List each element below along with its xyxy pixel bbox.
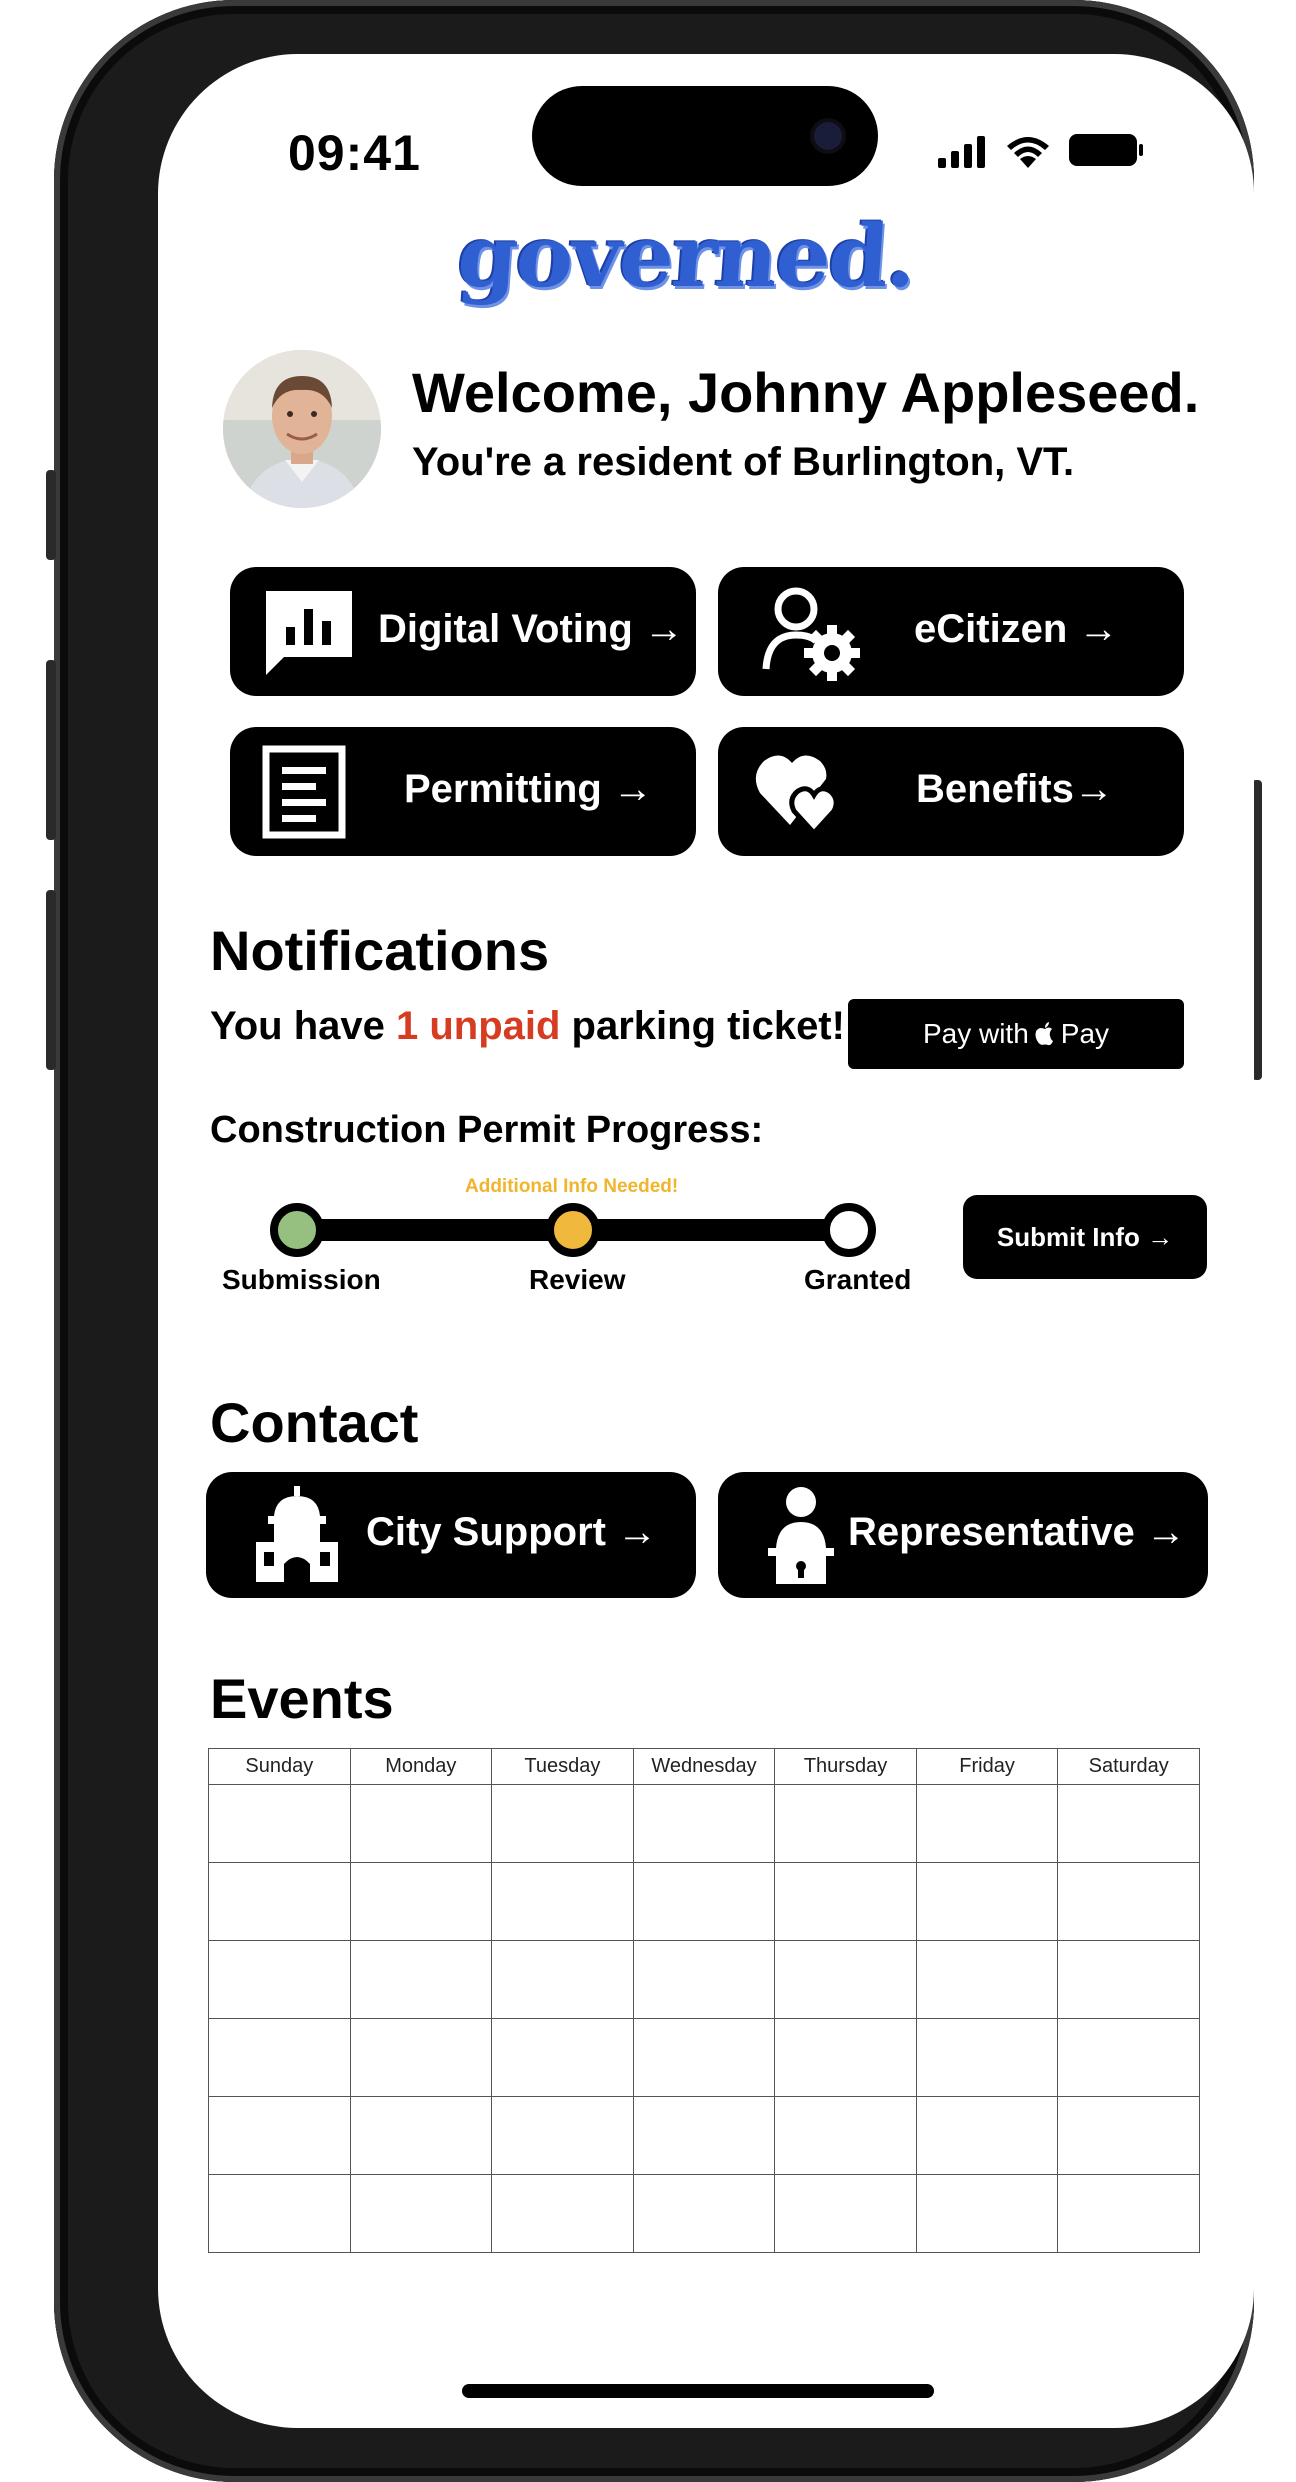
calendar-day-cell[interactable] [1058,2175,1200,2253]
calendar-day-cell[interactable] [350,1863,492,1941]
permitting-button[interactable] [230,727,696,856]
ticket-suffix: parking ticket! [560,1004,845,1048]
calendar-day-cell[interactable] [1058,1941,1200,2019]
calendar-day-cell[interactable] [492,2019,634,2097]
events-heading: Events [210,1667,394,1730]
representative-label: Representative → [848,1510,1186,1554]
step-granted-label: Granted [804,1264,912,1295]
calendar-day-cell[interactable] [916,2175,1058,2253]
day-header: Friday [916,1749,1058,1785]
calendar-day-cell[interactable] [775,1941,917,2019]
calendar-day-cell[interactable] [209,1863,351,1941]
status-icons [938,132,1144,168]
calendar-day-cell[interactable] [350,1941,492,2019]
representative-podium-icon [766,1486,836,1586]
calendar-day-cell[interactable] [633,2019,775,2097]
calendar-day-cell[interactable] [492,2175,634,2253]
day-header: Tuesday [492,1749,634,1785]
dynamic-island [532,86,878,186]
city-support-button[interactable] [206,1472,696,1598]
calendar-week-row [209,1785,1200,1863]
ecitizen-button[interactable] [718,567,1184,696]
digital-voting-label: Digital Voting → [378,607,684,651]
step-submission-label: Submission [222,1264,381,1295]
calendar-day-cell[interactable] [633,2175,775,2253]
calendar-day-cell[interactable] [209,1941,351,2019]
pay-with-label: Pay with [922,1018,1029,1049]
benefits-label: Benefits→ [916,767,1114,811]
day-header: Thursday [775,1749,917,1785]
city-support-label: City Support → [366,1510,658,1554]
contact-heading: Contact [210,1391,419,1454]
calendar-week-row [209,2175,1200,2253]
calendar-day-cell[interactable] [209,2097,351,2175]
day-header: Saturday [1058,1749,1200,1785]
day-header: Monday [350,1749,492,1785]
submit-info-button[interactable]: Submit Info → [963,1195,1207,1279]
calendar-week-row [209,1941,1200,2019]
calendar-day-cell[interactable] [1058,1863,1200,1941]
representative-button[interactable] [718,1472,1208,1598]
phone-frame [54,0,1254,2482]
calendar-day-cell[interactable] [350,2019,492,2097]
digital-voting-button[interactable] [230,567,696,696]
calendar-day-cell[interactable] [775,2097,917,2175]
calendar-day-cell[interactable] [775,1785,917,1863]
calendar-header-row [209,1749,1200,1785]
calendar-day-cell[interactable] [775,1863,917,1941]
calendar-day-cell[interactable] [1058,1785,1200,1863]
calendar-day-cell[interactable] [633,2097,775,2175]
city-hall-icon [252,1486,342,1582]
calendar-week-row [209,2019,1200,2097]
hearts-icon [754,747,850,837]
calendar-day-cell[interactable] [492,1863,634,1941]
calendar-body [209,1785,1200,2253]
screen [158,54,1254,2428]
calendar-week-row [209,1863,1200,1941]
calendar-day-cell[interactable] [350,2175,492,2253]
ticket-prefix: You have [210,1004,396,1048]
calendar-day-cell[interactable] [916,1785,1058,1863]
notifications-heading: Notifications [210,919,550,982]
calendar-day-cell[interactable] [492,1941,634,2019]
calendar-day-cell[interactable] [916,1941,1058,2019]
calendar-day-cell[interactable] [916,2097,1058,2175]
calendar-day-cell[interactable] [209,1785,351,1863]
residency-text: You're a resident of Burlington, VT. [412,440,1075,484]
wifi-icon [1004,134,1052,168]
calendar-day-cell[interactable] [350,1785,492,1863]
calendar-week-row [209,2097,1200,2175]
day-header: Sunday [209,1749,351,1785]
permitting-label: Permitting → [404,767,653,811]
step-granted-dot [822,1203,876,1257]
home-indicator[interactable] [462,2384,934,2398]
calendar-day-cell[interactable] [492,2097,634,2175]
camera-icon [814,122,842,150]
apple-pay-button[interactable] [848,999,1184,1069]
benefits-button[interactable] [718,727,1184,856]
volume-down-button [46,890,56,1070]
status-time: 09:41 [288,125,421,181]
calendar-day-cell[interactable] [492,1785,634,1863]
step-review-label: Review [529,1264,626,1295]
calendar-day-cell[interactable] [1058,2097,1200,2175]
calendar-day-cell[interactable] [633,1785,775,1863]
avatar [223,350,381,508]
permit-progress-title: Construction Permit Progress: [210,1109,764,1151]
ticket-unpaid-count: 1 unpaid [395,1004,561,1048]
poll-chart-icon [262,587,356,679]
calendar-day-cell[interactable] [916,2019,1058,2097]
calendar-day-cell[interactable] [209,2175,351,2253]
calendar-day-cell[interactable] [1058,2019,1200,2097]
signal-icon [938,136,988,168]
document-icon [262,745,346,839]
calendar-day-cell[interactable] [633,1863,775,1941]
app-logo: governed. [454,206,919,307]
step-submission-dot [270,1203,324,1257]
battery-icon [1068,132,1144,168]
calendar-day-cell[interactable] [775,2175,917,2253]
calendar-day-cell[interactable] [916,1863,1058,1941]
calendar-day-cell[interactable] [209,2019,351,2097]
permit-status-note: Additional Info Needed! [465,1176,679,1197]
calendar-day-cell[interactable] [633,1941,775,2019]
apple-logo-icon [1035,1022,1055,1046]
calendar-day-cell[interactable] [350,2097,492,2175]
events-calendar [208,1748,1200,2253]
ecitizen-label: eCitizen → [914,607,1119,651]
welcome-greeting: Welcome, Johnny Appleseed. [412,361,1200,424]
pay-brand-label: Pay [1060,1018,1110,1049]
parking-ticket-notice [210,1004,845,1049]
step-review-dot [546,1203,600,1257]
day-header: Wednesday [633,1749,775,1785]
volume-up-button [46,660,56,840]
user-settings-icon [762,583,862,683]
mute-switch [46,470,56,560]
calendar-day-cell[interactable] [775,2019,917,2097]
